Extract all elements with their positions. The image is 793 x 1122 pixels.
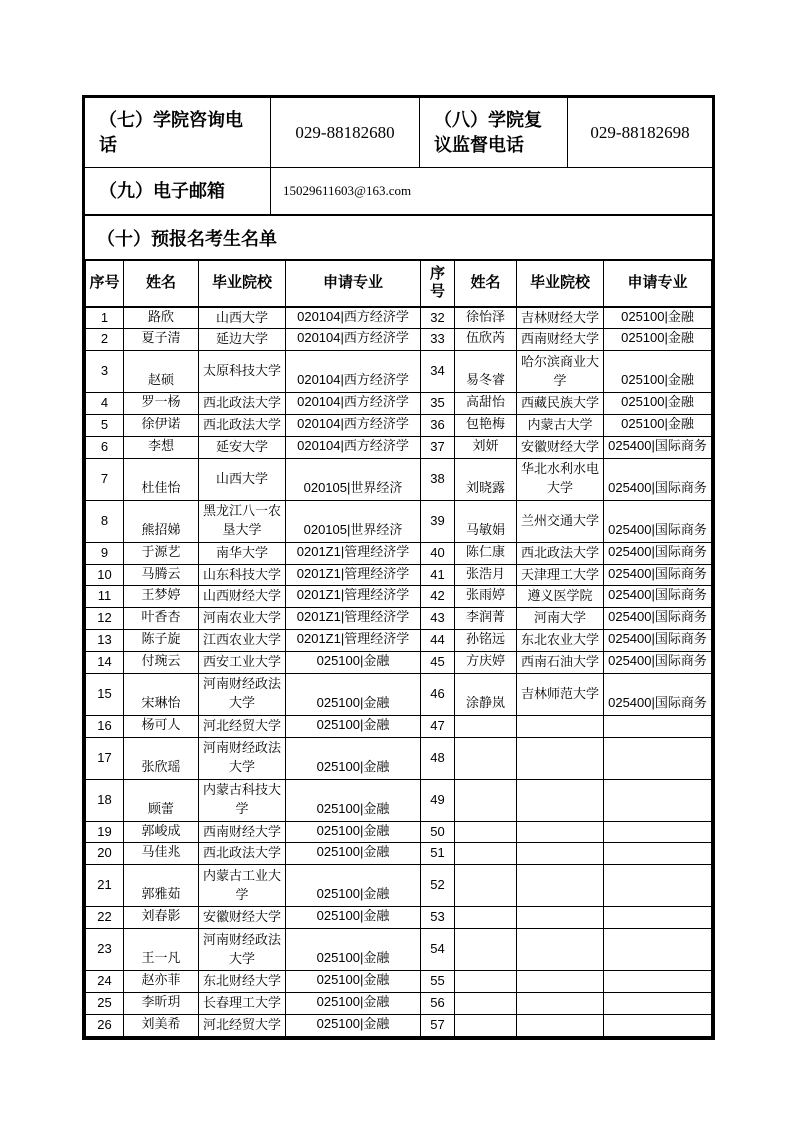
school-cell: 安徽财经大学	[517, 436, 604, 458]
seq-cell: 7	[86, 458, 124, 500]
table-row	[86, 779, 712, 821]
major-cell: 0201Z1|管理经济学	[286, 608, 421, 630]
seq-cell: 20	[86, 843, 124, 865]
phone-row	[85, 98, 712, 168]
school-cell: 南华大学	[199, 542, 286, 564]
seq-cell: 3	[86, 351, 124, 393]
school-cell: 山东科技大学	[199, 564, 286, 586]
name-cell: 包艳梅	[455, 415, 517, 437]
seq-cell: 54	[421, 929, 455, 971]
table-row	[86, 415, 712, 437]
seq-cell: 37	[421, 436, 455, 458]
major-cell	[604, 843, 712, 865]
name-cell	[455, 993, 517, 1015]
seq-cell: 12	[86, 608, 124, 630]
school-cell: 河北经贸大学	[199, 715, 286, 737]
seq-cell: 42	[421, 586, 455, 608]
name-cell: 王一凡	[124, 929, 199, 971]
major-cell: 025100|金融	[604, 393, 712, 415]
seq-cell: 52	[421, 865, 455, 907]
school-cell: 天津理工大学	[517, 564, 604, 586]
school-cell	[517, 929, 604, 971]
email-row	[85, 168, 712, 216]
name-cell: 赵亦菲	[124, 971, 199, 993]
header-row	[86, 261, 712, 307]
school-cell: 黑龙江八一农垦大学	[199, 500, 286, 542]
seq-cell: 9	[86, 542, 124, 564]
major-cell	[604, 715, 712, 737]
table-row	[86, 630, 712, 652]
school-cell: 山西大学	[199, 458, 286, 500]
header-school-right: 毕业院校	[517, 261, 604, 307]
table-row	[86, 821, 712, 843]
seq-cell: 34	[421, 351, 455, 393]
major-cell: 025400|国际商务	[604, 630, 712, 652]
table-row	[86, 608, 712, 630]
seq-cell: 46	[421, 673, 455, 715]
major-cell	[604, 865, 712, 907]
school-cell	[517, 971, 604, 993]
major-cell: 0201Z1|管理经济学	[286, 564, 421, 586]
table-row	[86, 436, 712, 458]
school-cell: 西南财经大学	[199, 821, 286, 843]
major-cell: 0201Z1|管理经济学	[286, 630, 421, 652]
name-cell: 夏子清	[124, 329, 199, 351]
roster-section-title: （十）预报名考生名单	[85, 216, 712, 260]
name-cell: 刘春影	[124, 907, 199, 929]
consult-phone-value: 029-88182680	[271, 98, 420, 168]
table-row	[86, 586, 712, 608]
name-cell: 赵硕	[124, 351, 199, 393]
name-cell: 孙铭远	[455, 630, 517, 652]
major-cell	[604, 993, 712, 1015]
name-cell: 李昕玥	[124, 993, 199, 1015]
form-sheet	[82, 95, 715, 1040]
seq-cell: 35	[421, 393, 455, 415]
major-cell	[604, 779, 712, 821]
name-cell: 李润菁	[455, 608, 517, 630]
major-cell: 020104|西方经济学	[286, 393, 421, 415]
major-cell: 020104|西方经济学	[286, 329, 421, 351]
seq-cell: 8	[86, 500, 124, 542]
name-cell: 刘妍	[455, 436, 517, 458]
major-cell: 025100|金融	[286, 651, 421, 673]
name-cell: 马敏娟	[455, 500, 517, 542]
school-cell: 河南财经政法大学	[199, 737, 286, 779]
seq-cell: 33	[421, 329, 455, 351]
major-cell: 025400|国际商务	[604, 542, 712, 564]
seq-cell: 17	[86, 737, 124, 779]
major-cell: 025400|国际商务	[604, 673, 712, 715]
seq-cell: 48	[421, 737, 455, 779]
name-cell: 徐怡泽	[455, 307, 517, 329]
seq-cell: 44	[421, 630, 455, 652]
header-name-left: 姓名	[124, 261, 199, 307]
table-row	[86, 865, 712, 907]
seq-cell: 14	[86, 651, 124, 673]
table-row	[86, 971, 712, 993]
seq-cell: 56	[421, 993, 455, 1015]
name-cell: 张雨婷	[455, 586, 517, 608]
seq-cell: 5	[86, 415, 124, 437]
school-cell: 太原科技大学	[199, 351, 286, 393]
seq-cell: 10	[86, 564, 124, 586]
seq-cell: 19	[86, 821, 124, 843]
major-cell: 025100|金融	[286, 843, 421, 865]
name-cell	[455, 929, 517, 971]
major-cell: 025400|国际商务	[604, 458, 712, 500]
school-cell	[517, 737, 604, 779]
major-cell: 025100|金融	[286, 715, 421, 737]
school-cell: 河北经贸大学	[199, 1014, 286, 1036]
name-cell: 徐伊诺	[124, 415, 199, 437]
major-cell	[604, 907, 712, 929]
seq-cell: 45	[421, 651, 455, 673]
seq-cell: 22	[86, 907, 124, 929]
school-cell	[517, 993, 604, 1015]
major-cell: 025400|国际商务	[604, 500, 712, 542]
major-cell: 020104|西方经济学	[286, 307, 421, 329]
school-cell: 西北政法大学	[199, 393, 286, 415]
school-cell	[517, 865, 604, 907]
major-cell: 025100|金融	[286, 865, 421, 907]
major-cell: 025100|金融	[604, 329, 712, 351]
seq-cell: 26	[86, 1014, 124, 1036]
name-cell: 宋琳怡	[124, 673, 199, 715]
seq-cell: 11	[86, 586, 124, 608]
major-cell: 025400|国际商务	[604, 586, 712, 608]
seq-cell: 50	[421, 821, 455, 843]
major-cell: 025100|金融	[286, 993, 421, 1015]
table-row	[86, 1014, 712, 1036]
consult-phone-label: （七）学院咨询电话	[85, 98, 271, 168]
header-name-right: 姓名	[455, 261, 517, 307]
major-cell: 020104|西方经济学	[286, 415, 421, 437]
name-cell: 叶香杏	[124, 608, 199, 630]
school-cell: 西北政法大学	[517, 542, 604, 564]
seq-cell: 1	[86, 307, 124, 329]
school-cell: 哈尔滨商业大学	[517, 351, 604, 393]
school-cell	[517, 907, 604, 929]
email-value: 15029611603@163.com	[271, 168, 712, 216]
name-cell	[455, 821, 517, 843]
major-cell	[604, 821, 712, 843]
seq-cell: 40	[421, 542, 455, 564]
school-cell	[517, 715, 604, 737]
name-cell: 路欣	[124, 307, 199, 329]
name-cell: 马腾云	[124, 564, 199, 586]
email-label: （九）电子邮箱	[85, 168, 271, 216]
major-cell: 025100|金融	[286, 737, 421, 779]
seq-cell: 24	[86, 971, 124, 993]
major-cell: 025400|国际商务	[604, 608, 712, 630]
seq-cell: 2	[86, 329, 124, 351]
table-row	[86, 651, 712, 673]
major-cell: 020104|西方经济学	[286, 436, 421, 458]
table-row	[86, 564, 712, 586]
major-cell: 020104|西方经济学	[286, 351, 421, 393]
name-cell: 伍欣芮	[455, 329, 517, 351]
name-cell: 高甜怡	[455, 393, 517, 415]
header-major-right: 申请专业	[604, 261, 712, 307]
major-cell: 025100|金融	[286, 1014, 421, 1036]
school-cell	[517, 1014, 604, 1036]
review-phone-value: 029-88182698	[568, 98, 712, 168]
name-cell: 张欣瑶	[124, 737, 199, 779]
school-cell: 西南财经大学	[517, 329, 604, 351]
name-cell	[455, 907, 517, 929]
school-cell: 河南财经政法大学	[199, 929, 286, 971]
table-row	[86, 929, 712, 971]
name-cell	[455, 715, 517, 737]
school-cell: 山西大学	[199, 307, 286, 329]
seq-cell: 25	[86, 993, 124, 1015]
seq-cell: 41	[421, 564, 455, 586]
major-cell: 025100|金融	[604, 415, 712, 437]
roster-body	[86, 307, 712, 1037]
table-row	[86, 393, 712, 415]
seq-cell: 16	[86, 715, 124, 737]
school-cell: 西北政法大学	[199, 415, 286, 437]
table-row	[86, 907, 712, 929]
seq-cell: 15	[86, 673, 124, 715]
school-cell: 西北政法大学	[199, 843, 286, 865]
roster-table	[85, 260, 712, 1037]
table-row	[86, 673, 712, 715]
school-cell: 西藏民族大学	[517, 393, 604, 415]
major-cell	[604, 1014, 712, 1036]
table-row	[86, 458, 712, 500]
name-cell: 熊招娣	[124, 500, 199, 542]
name-cell: 罗一杨	[124, 393, 199, 415]
table-row	[86, 307, 712, 329]
major-cell: 025100|金融	[286, 673, 421, 715]
school-cell: 河南农业大学	[199, 608, 286, 630]
major-cell: 025100|金融	[604, 351, 712, 393]
name-cell: 陈仁康	[455, 542, 517, 564]
table-row	[86, 329, 712, 351]
table-row	[86, 351, 712, 393]
school-cell: 吉林财经大学	[517, 307, 604, 329]
school-cell: 延边大学	[199, 329, 286, 351]
name-cell: 王梦婷	[124, 586, 199, 608]
name-cell: 陈子旋	[124, 630, 199, 652]
name-cell	[455, 779, 517, 821]
table-row	[86, 542, 712, 564]
table-row	[86, 737, 712, 779]
name-cell	[455, 737, 517, 779]
table-row	[86, 715, 712, 737]
header-seq-left: 序号	[86, 261, 124, 307]
seq-cell: 39	[421, 500, 455, 542]
name-cell: 郭峻成	[124, 821, 199, 843]
school-cell: 河南大学	[517, 608, 604, 630]
major-cell: 025400|国际商务	[604, 436, 712, 458]
seq-cell: 6	[86, 436, 124, 458]
major-cell: 020105|世界经济	[286, 458, 421, 500]
seq-cell: 21	[86, 865, 124, 907]
major-cell: 025400|国际商务	[604, 564, 712, 586]
seq-cell: 55	[421, 971, 455, 993]
school-cell: 内蒙古大学	[517, 415, 604, 437]
school-cell	[517, 821, 604, 843]
major-cell: 025400|国际商务	[604, 651, 712, 673]
major-cell	[604, 737, 712, 779]
table-row	[86, 500, 712, 542]
seq-cell: 13	[86, 630, 124, 652]
header-seq-right: 序号	[421, 261, 455, 307]
school-cell: 延安大学	[199, 436, 286, 458]
name-cell: 刘晓露	[455, 458, 517, 500]
seq-cell: 51	[421, 843, 455, 865]
seq-cell: 53	[421, 907, 455, 929]
name-cell: 付琬云	[124, 651, 199, 673]
seq-cell: 36	[421, 415, 455, 437]
school-cell: 江西农业大学	[199, 630, 286, 652]
school-cell: 内蒙古工业大学	[199, 865, 286, 907]
school-cell	[517, 779, 604, 821]
name-cell: 方庆婷	[455, 651, 517, 673]
school-cell: 河南财经政法大学	[199, 673, 286, 715]
school-cell: 东北农业大学	[517, 630, 604, 652]
major-cell: 025100|金融	[286, 779, 421, 821]
school-cell: 兰州交通大学	[517, 500, 604, 542]
school-cell: 吉林师范大学	[517, 673, 604, 715]
major-cell: 0201Z1|管理经济学	[286, 586, 421, 608]
major-cell: 025100|金融	[286, 929, 421, 971]
school-cell: 长春理工大学	[199, 993, 286, 1015]
major-cell	[604, 971, 712, 993]
name-cell: 易冬睿	[455, 351, 517, 393]
seq-cell: 38	[421, 458, 455, 500]
school-cell: 内蒙古科技大学	[199, 779, 286, 821]
name-cell	[455, 971, 517, 993]
seq-cell: 57	[421, 1014, 455, 1036]
major-cell: 025100|金融	[286, 971, 421, 993]
header-major-left: 申请专业	[286, 261, 421, 307]
name-cell: 涂静岚	[455, 673, 517, 715]
major-cell: 0201Z1|管理经济学	[286, 542, 421, 564]
major-cell: 020105|世界经济	[286, 500, 421, 542]
school-cell: 山西财经大学	[199, 586, 286, 608]
header-school-left: 毕业院校	[199, 261, 286, 307]
name-cell: 刘美希	[124, 1014, 199, 1036]
name-cell: 顾蕾	[124, 779, 199, 821]
name-cell: 郭雅茹	[124, 865, 199, 907]
major-cell: 025100|金融	[286, 907, 421, 929]
seq-cell: 32	[421, 307, 455, 329]
name-cell	[455, 865, 517, 907]
school-cell: 安徽财经大学	[199, 907, 286, 929]
seq-cell: 18	[86, 779, 124, 821]
name-cell	[455, 1014, 517, 1036]
school-cell	[517, 843, 604, 865]
seq-cell: 47	[421, 715, 455, 737]
school-cell: 华北水利水电大学	[517, 458, 604, 500]
name-cell: 李想	[124, 436, 199, 458]
name-cell	[455, 843, 517, 865]
major-cell	[604, 929, 712, 971]
seq-cell: 23	[86, 929, 124, 971]
review-phone-label: （八）学院复议监督电话	[420, 98, 568, 168]
school-cell: 遵义医学院	[517, 586, 604, 608]
major-cell: 025100|金融	[604, 307, 712, 329]
table-row	[86, 993, 712, 1015]
school-cell: 东北财经大学	[199, 971, 286, 993]
name-cell: 于源艺	[124, 542, 199, 564]
seq-cell: 49	[421, 779, 455, 821]
major-cell: 025100|金融	[286, 821, 421, 843]
table-row	[86, 843, 712, 865]
name-cell: 马佳兆	[124, 843, 199, 865]
name-cell: 杨可人	[124, 715, 199, 737]
seq-cell: 4	[86, 393, 124, 415]
seq-cell: 43	[421, 608, 455, 630]
school-cell: 西安工业大学	[199, 651, 286, 673]
name-cell: 杜佳怡	[124, 458, 199, 500]
name-cell: 张浩月	[455, 564, 517, 586]
school-cell: 西南石油大学	[517, 651, 604, 673]
